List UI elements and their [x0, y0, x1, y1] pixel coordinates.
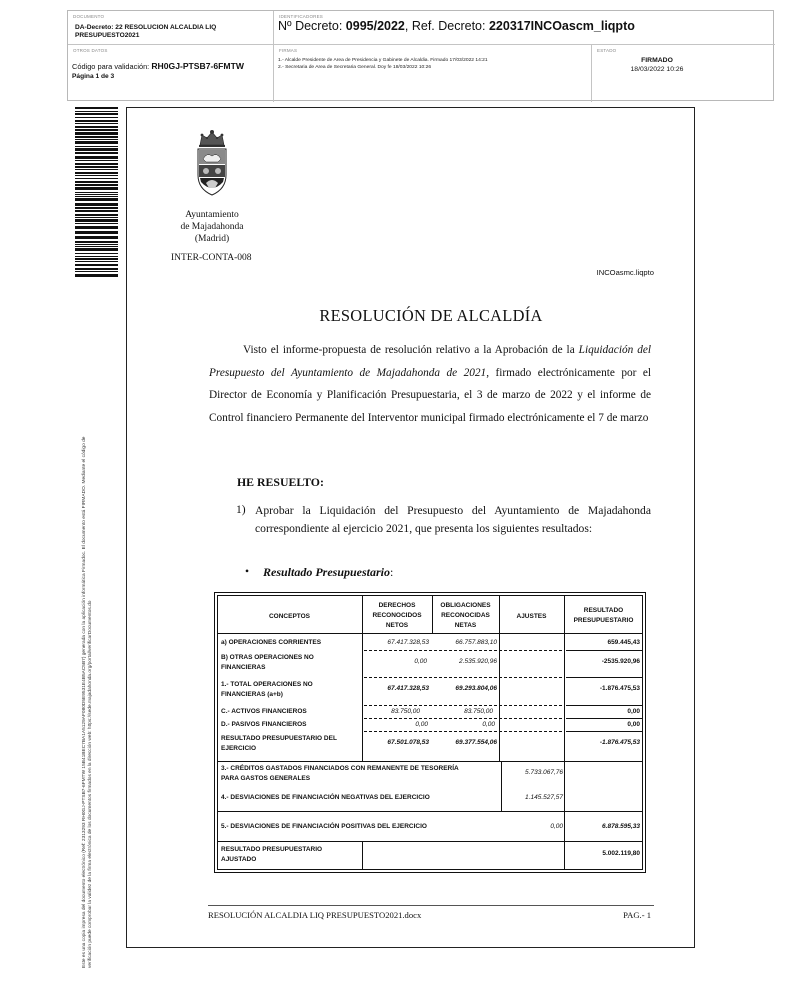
barcode-stripe: [75, 241, 118, 243]
col-header-resultado: RESULTADO PRESUPUESTARIO: [573, 607, 634, 624]
row2-line-r: [566, 677, 643, 678]
barcode-stripe: [75, 253, 118, 254]
col-header-derechos: DERECHOS RECONOCIDOS NETOS: [372, 602, 422, 629]
firmas-caption: FIRMAS: [279, 48, 298, 53]
barcode-stripe: [75, 236, 118, 239]
barcode-stripe: [75, 181, 118, 183]
row1-line-r: [566, 650, 643, 651]
barcode-stripe: [75, 274, 118, 277]
barcode-stripe: [75, 175, 118, 176]
estado-value: FIRMADO: [641, 57, 673, 64]
row2-derechos: 0,00: [414, 658, 427, 665]
barcode-stripe: [75, 160, 118, 161]
identificadores-caption: IDENTIFICADORES: [279, 14, 324, 19]
item-text: Aprobar la Liquidación del Presupuesto del Ayuntamiento de Majadahonda correspondiente al ejercicio 2021, que presenta los siguientes resultados:: [255, 504, 651, 535]
barcode-stripe: [75, 163, 118, 165]
barcode-stripe: [75, 123, 118, 124]
barcode-stripe: [75, 129, 118, 131]
ref-prefix: , Ref. Decreto:: [404, 19, 486, 33]
document-header: [67, 10, 774, 101]
barcode-stripe: [75, 178, 118, 179]
intro-text-a: Visto el informe-propuesta de resolución relativo a la Aprobación de la: [243, 344, 579, 356]
adj3-label: 5.- DESVIACIONES DE FINANCIACIÓN POSITIVAS DEL EJERCICIO: [221, 823, 427, 830]
barcode-stripe: [75, 194, 118, 196]
barcode-stripe: [75, 139, 118, 140]
pagina-label: Página 1 de 3: [72, 73, 115, 80]
row3-derechos: 67.417.328,53: [387, 685, 429, 692]
col-header-ajustes: AJUSTES: [516, 613, 547, 620]
documento-cell: [68, 11, 274, 45]
bullet-label: Resultado Presupuestario: [263, 565, 391, 579]
row5-obligaciones: 0,00: [482, 721, 495, 728]
row3-line: [364, 705, 562, 706]
row5-line-r: [566, 731, 643, 732]
row4-line: [364, 718, 562, 719]
barcode-stripe: [75, 207, 118, 209]
footer-filename: RESOLUCIÓN ALCALDIA LIQ PRESUPUESTO2021.docx: [208, 910, 422, 920]
intro-text-italic: Liquidación del Presupuesto del Ayuntamiento de Majadahonda de 2021: [209, 344, 652, 379]
row6-line: [217, 761, 643, 762]
footer-page: PAG.- 1: [623, 910, 651, 920]
sidebar-legal-line-1: Este es una copia impresa del documento electrónico (Ref: 2313293 RH0GJ-PTSB7-6FMTW 15B41BEC7BA1A5129AF080D5E9531E4B5AC5B7) generada con la aplicación informática Firmadoc. El documento está FIRMADO. Mediante el código de: [82, 436, 87, 968]
row5-line: [364, 731, 562, 732]
barcode-stripe: [75, 166, 118, 168]
barcode-stripe: [75, 210, 118, 212]
bullet-line: [263, 565, 393, 580]
barcode-stripe: [75, 141, 118, 144]
barcode-stripe: [75, 132, 118, 135]
bullet-mark: •: [245, 565, 250, 578]
adj1-label: 3.- CRÉDITOS GASTADOS FINANCIADOS CON REMANENTE DE TESORERÍA PARA GASTOS GENERALES: [221, 765, 459, 782]
barcode-stripe: [75, 271, 118, 272]
adj3-resultado: 6.878.595,33: [602, 823, 640, 830]
adj1-ajustes: 5.733.067,76: [525, 769, 563, 776]
barcode-stripe: [75, 231, 118, 234]
he-resuelto-heading: HE RESUELTO:: [237, 475, 324, 489]
estado-cell: [592, 45, 775, 102]
adj3-line: [217, 841, 643, 842]
row1-line: [364, 650, 562, 651]
row6-label: RESULTADO PRESUPUESTARIO DEL EJERCICIO: [221, 735, 337, 752]
ayuntamiento-line-1: Ayuntamiento: [185, 210, 239, 220]
ayuntamiento-block: [157, 209, 267, 245]
barcode-stripe: [75, 261, 118, 262]
barcode-stripe: [75, 172, 118, 174]
barcode-stripe: [75, 107, 118, 109]
final-resultado: 5.002.119,80: [602, 850, 640, 857]
barcode-stripe: [75, 111, 118, 112]
final-label: RESULTADO PRESUPUESTARIO AJUSTADO: [221, 846, 323, 863]
ref-code-left: INTER-CONTA-008: [171, 253, 252, 263]
row6-derechos: 67.501.078,53: [387, 739, 429, 746]
barcode-stripe: [75, 146, 118, 147]
estado-caption: ESTADO: [597, 48, 617, 53]
barcode-stripe: [75, 148, 118, 151]
row1-derechos: 67.417.328,53: [387, 639, 429, 646]
otros-caption: OTROS DATOS: [73, 48, 108, 53]
row6-resultado: -1.876.475,53: [599, 739, 640, 746]
barcode-stripe: [75, 113, 118, 115]
barcode-stripe: [75, 198, 118, 201]
row4-label: C.- ACTIVOS FINANCIEROS: [221, 708, 307, 715]
ayuntamiento-line-2: de Majadahonda: [180, 222, 244, 232]
row2-obligaciones: 2.535.920,96: [459, 658, 497, 665]
firmas-cell: [274, 45, 592, 102]
documento-value: DA-Decreto: 22 RESOLUCION ALCALDIA LIQ PRESUPUESTO2021: [75, 24, 217, 39]
barcode-stripe: [75, 120, 118, 122]
firma-1: 1.- Alcalde Presidente de Area de Presidencia y Gabinete de Alcaldia. Firmado 17/03/2022 14:21: [278, 58, 488, 63]
barcode-stripe: [75, 246, 118, 247]
barcode-stripe: [75, 219, 118, 222]
ref-code: 220317INCOascm_liqpto: [488, 19, 635, 33]
row5-resultado: 0,00: [627, 721, 640, 728]
firmas-list: [278, 57, 488, 71]
barcode-stripe: [75, 258, 118, 260]
decreto-number: 0995/2022: [345, 19, 405, 33]
validacion-code[interactable]: RH0GJ-PTSB7-6FMTW: [151, 61, 244, 71]
document-page: [126, 107, 695, 948]
barcode-stripe: [75, 184, 118, 186]
otros-datos-cell: [68, 45, 274, 102]
adj3-ajustes: 0,00: [550, 823, 563, 830]
barcode-stripe: [75, 169, 118, 170]
barcode-stripe: [75, 268, 118, 270]
barcode-stripe: [75, 136, 118, 138]
sidebar-legal-line-2: verificación puede comprobar la validez de la firma electrónica de los documentos firmados en la dirección web: https://sede.majadahonda.org/portal/verificarDocumentos.do: [88, 600, 93, 968]
row2-line: [364, 677, 562, 678]
intro-paragraph: [209, 339, 651, 429]
row6-obligaciones: 69.377.554,06: [455, 739, 497, 746]
barcode-stripe: [75, 203, 118, 206]
validacion-line: [72, 61, 244, 71]
documento-caption: DOCUMENTO: [73, 14, 105, 19]
row3-resultado: -1.876.475,53: [599, 685, 640, 692]
adj2-line: [217, 811, 643, 812]
barcode-stripe: [75, 244, 118, 245]
barcode-stripe: [75, 117, 118, 118]
col-header-obligaciones: OBLIGACIONES RECONOCIDAS NETAS: [440, 602, 491, 629]
col-header-conceptos: CONCEPTOS: [268, 613, 311, 620]
validacion-label: Código para validación:: [72, 62, 150, 71]
row1-obligaciones: 66.757.883,10: [455, 639, 497, 646]
barcode-stripe: [75, 187, 118, 190]
barcode-stripe: [75, 196, 118, 197]
row2-resultado: -2535.920,96: [601, 658, 640, 665]
item-number: 1): [236, 503, 246, 516]
page-title: RESOLUCIÓN DE ALCALDÍA: [319, 306, 543, 325]
row3-obligaciones: 69.293.804,06: [455, 685, 497, 692]
estado-date: 18/03/2022 10:26: [630, 66, 684, 73]
barcode-stripe: [75, 248, 118, 251]
row4-obligaciones: 83.750,00: [464, 708, 493, 715]
coat-of-arms-icon: [194, 129, 230, 197]
row1-label: a) OPERACIONES CORRIENTES: [221, 639, 322, 646]
row2-label: B) OTRAS OPERACIONES NO FINANCIERAS: [221, 654, 314, 671]
row4-derechos: 83.750,00: [391, 708, 420, 715]
barcode-stripe: [75, 223, 118, 224]
barcode-graphic: [75, 107, 118, 278]
barcode-stripe: [75, 152, 118, 154]
ayuntamiento-line-3: (Madrid): [194, 234, 230, 244]
decreto-prefix: Nº Decreto:: [278, 19, 343, 33]
row3-line-r: [566, 705, 643, 706]
row4-resultado: 0,00: [627, 708, 640, 715]
intro-text-b: , firmado electrónicamente por el Director de Economía y Planificación Presupuestaria, el 3 de marzo de 2022 y el informe de Control financiero Permanente del Interventor municipal firmado electrónicamente el 7 de marzo: [209, 366, 651, 424]
col-line-fin: [362, 841, 363, 870]
barcode-stripe: [75, 256, 118, 257]
barcode-stripe: [75, 217, 118, 218]
row3-label: 1.- TOTAL OPERACIONES NO FINANCIERAS (a+b): [221, 681, 313, 698]
decreto-line: [278, 19, 635, 33]
row1-resultado: 659.445,43: [607, 639, 640, 646]
header-bottom-line: [217, 633, 643, 634]
barcode-stripe: [75, 214, 118, 216]
row5-label: D.- PASIVOS FINANCIEROS: [221, 721, 307, 728]
row5-derechos: 0,00: [415, 721, 428, 728]
identificadores-cell: [274, 11, 775, 45]
adj2-label: 4.- DESVIACIONES DE FINANCIACIÓN NEGATIVAS DEL EJERCICIO: [221, 794, 430, 801]
barcode-stripe: [75, 156, 118, 159]
barcode-stripe: [75, 264, 118, 266]
barcode-stripe: [75, 226, 118, 229]
barcode-stripe: [75, 192, 118, 193]
adj2-ajustes: 1.145.527,57: [525, 794, 563, 801]
ref-code-right: INCOasmc.liqpto: [596, 268, 654, 277]
bullet-colon: :: [390, 565, 394, 579]
footer-divider: [208, 905, 654, 906]
barcode-stripe: [75, 126, 118, 128]
firma-2: 2.- Secretaria de Area de Secretaria General. Doy fe 18/03/2022 10:26: [278, 65, 432, 70]
row4-line-r: [566, 718, 643, 719]
